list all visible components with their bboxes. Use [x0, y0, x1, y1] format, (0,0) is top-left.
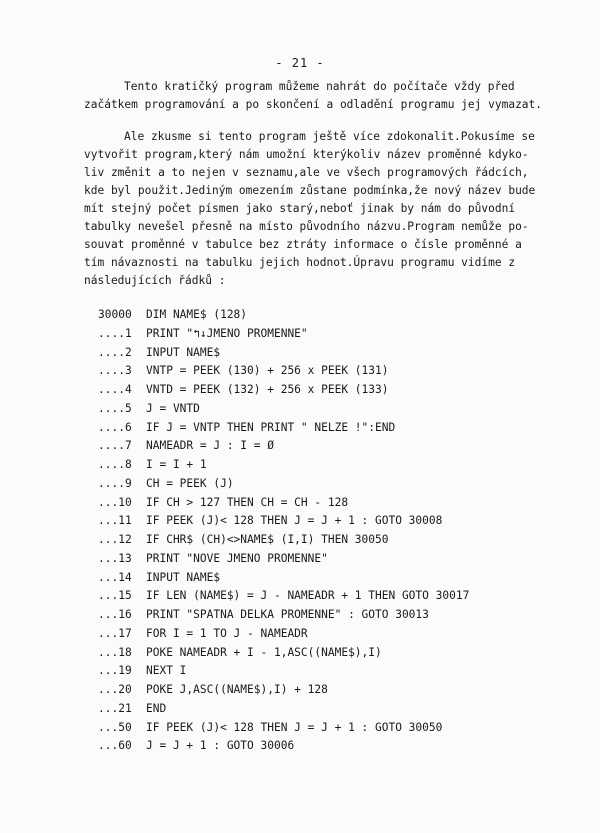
line-number: ...13 — [98, 551, 132, 565]
line-number: ....1 — [98, 326, 132, 340]
paragraph-line: Ale zkusme si tento program ještě více zdokonalit.Pokusíme se — [124, 130, 535, 143]
code-line — [98, 719, 568, 738]
line-number: ....6 — [98, 420, 132, 434]
code-statement: I = I + 1 — [146, 458, 207, 471]
code-line — [98, 400, 568, 419]
line-number: ....8 — [98, 458, 132, 471]
line-number: ....9 — [98, 476, 132, 490]
code-statement: CH = PEEK (J) — [146, 476, 234, 490]
line-number: ...50 — [98, 720, 132, 734]
line-number: ....4 — [98, 383, 132, 396]
line-number: ...11 — [98, 514, 132, 528]
page-number: - 21 - — [275, 56, 325, 70]
code-statement: IF PEEK (J)< 128 THEN J = J + 1 : GOTO 30050 — [146, 720, 443, 734]
line-number: ....7 — [98, 439, 132, 453]
code-line — [98, 306, 568, 325]
paragraph-1 — [84, 78, 584, 114]
paragraph-2 — [84, 128, 584, 290]
paragraph-line: tím návaznosti na tabulku jejich hodnot.Úpravu programu vidíme z — [84, 256, 516, 269]
code-statement: INPUT NAME$ — [146, 570, 221, 584]
code-line — [98, 587, 568, 606]
line-number: ...15 — [98, 589, 132, 603]
line-number: ...19 — [98, 664, 132, 678]
code-line — [98, 606, 568, 625]
line-number: ...14 — [98, 570, 132, 584]
code-statement: PRINT "NOVE JMENO PROMENNE" — [146, 551, 328, 565]
code-statement: VNTP = PEEK (130) + 256 x PEEK (131) — [146, 364, 389, 378]
line-number: 30000 — [98, 308, 132, 321]
code-line — [98, 644, 568, 663]
code-line — [98, 662, 568, 681]
code-statement: FOR I = 1 TO J - NAMEADR — [146, 626, 308, 640]
code-statement: POKE NAMEADR + I - 1,ASC((NAME$),I) — [146, 645, 382, 659]
paragraph-line: liv změnit a to nejen v seznamu,ale ve všech programových řádcích, — [84, 166, 529, 179]
code-line — [98, 681, 568, 700]
code-line — [98, 381, 568, 400]
code-line — [98, 700, 568, 719]
code-line — [98, 625, 568, 644]
code-statement: NEXT I — [146, 664, 187, 678]
code-line — [98, 569, 568, 588]
paragraph-line: následujících řádků : — [84, 274, 226, 287]
code-statement: J = J + 1 : GOTO 30006 — [146, 739, 295, 753]
basic-listing — [98, 306, 568, 756]
code-statement: IF LEN (NAME$) = J - NAMEADR + 1 THEN GOTO 30017 — [146, 589, 470, 603]
code-line — [98, 737, 568, 756]
code-statement: IF CHR$ (CH)<>NAME$ (I,I) THEN 30050 — [146, 533, 389, 546]
code-line — [98, 344, 568, 363]
line-number: ...60 — [98, 739, 132, 753]
line-number: ...16 — [98, 608, 132, 621]
code-statement: DIM NAME$ (128) — [146, 308, 248, 321]
paragraph-line: tabulky nevešel přesně na místo původního názvu.Program nemůže po- — [84, 220, 529, 233]
code-statement: J = VNTD — [146, 401, 200, 415]
code-line — [98, 475, 568, 494]
line-number: ...18 — [98, 645, 132, 659]
code-line — [98, 325, 568, 344]
line-number: ....5 — [98, 401, 132, 415]
paragraph-line: mít stejný počet písmen jako starý,neboť jinak by nám do původní — [84, 202, 516, 215]
code-line — [98, 419, 568, 438]
line-number: ...12 — [98, 533, 132, 546]
line-number: ....2 — [98, 345, 132, 359]
code-line — [98, 437, 568, 456]
code-line — [98, 531, 568, 550]
code-line — [98, 512, 568, 531]
code-statement: INPUT NAME$ — [146, 345, 221, 359]
code-statement: IF CH > 127 THEN CH = CH - 128 — [146, 495, 349, 509]
paragraph-line: vytvořit program,který nám umožní kterýkoliv název proměnné kdyko- — [84, 148, 529, 161]
code-statement: IF J = VNTP THEN PRINT " NELZE !":END — [146, 420, 396, 434]
paragraph-line: kde byl použit.Jediným omezením zůstane podmínka,že nový název bude — [84, 184, 536, 197]
paragraph-line: Tento kratičký program můžeme nahrát do počítače vždy před — [124, 80, 515, 93]
code-line — [98, 550, 568, 569]
code-statement: PRINT "↰↓JMENO PROMENNE" — [146, 326, 308, 340]
line-number: ....3 — [98, 364, 132, 378]
code-statement: IF PEEK (J)< 128 THEN J = J + 1 : GOTO 30008 — [146, 514, 443, 528]
line-number: ...17 — [98, 626, 132, 640]
line-number: ...20 — [98, 683, 132, 696]
line-number: ...21 — [98, 701, 132, 715]
code-line — [98, 494, 568, 513]
code-statement: PRINT "SPATNA DELKA PROMENNE" : GOTO 30013 — [146, 608, 429, 621]
code-line — [98, 456, 568, 475]
paragraph-line: souvat proměnné v tabulce bez ztráty informace o čísle proměnné a — [84, 238, 522, 251]
code-line — [98, 362, 568, 381]
code-statement: NAMEADR = J : I = Ø — [146, 439, 274, 453]
code-statement: VNTD = PEEK (132) + 256 x PEEK (133) — [146, 383, 389, 396]
code-statement: POKE J,ASC((NAME$),I) + 128 — [146, 683, 328, 696]
line-number: ...10 — [98, 495, 132, 509]
paragraph-line: začátkem programování a po skončení a odladění programu jej vymazat. — [84, 98, 543, 111]
code-statement: END — [146, 701, 167, 715]
